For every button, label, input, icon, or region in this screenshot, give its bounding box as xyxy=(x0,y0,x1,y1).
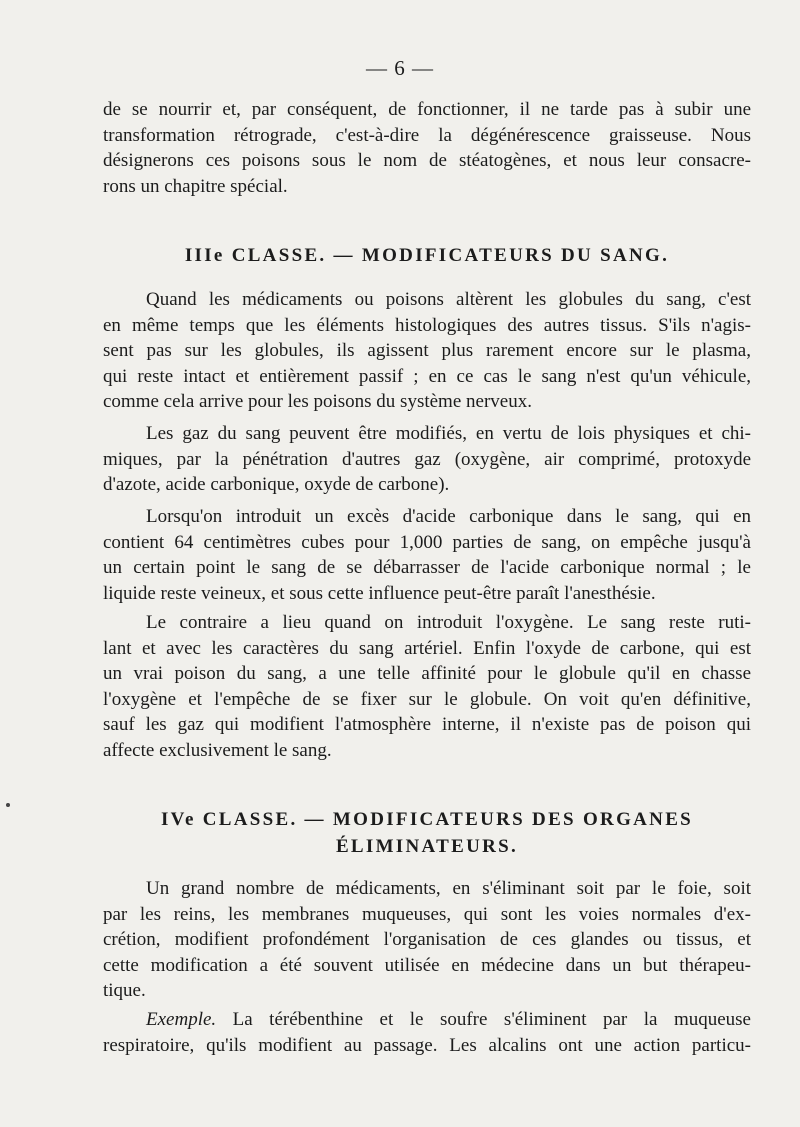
text-line: Quand les médicaments ou poisons altèrent les globules du sang, c'est xyxy=(146,289,751,310)
text-line: miques, par la pénétration d'autres gaz (oxygène, air comprimé, protoxyde xyxy=(103,448,751,470)
text-line xyxy=(103,1007,751,1033)
paragraph-6 xyxy=(103,876,751,1004)
text-line: cette modification a été souvent utilisée en médecine dans un but thérapeu- xyxy=(103,954,751,976)
text-line: affecte exclusivement le sang. xyxy=(103,739,332,761)
text-line: lant et avec les caractères du sang artériel. Enfin l'oxyde de carbone, qui est xyxy=(103,637,751,659)
margin-dot xyxy=(6,803,10,807)
paragraph-7 xyxy=(103,1007,751,1058)
text-line: par les reins, les membranes muqueuses, qui sont les voies normales d'ex- xyxy=(103,903,751,925)
text-line: transformation rétrograde, c'est-à-dire la dégénérescence graisseuse. Nous xyxy=(103,124,751,146)
text-line: sauf les gaz qui modifient l'atmosphère interne, il n'existe pas de poison qui xyxy=(103,714,751,736)
text-line: l'oxygène et l'empêche de se fixer sur le globule. On voit qu'en définitive, xyxy=(103,688,751,710)
section-heading-3: IIIe CLASSE. — MODIFICATEURS DU SANG. xyxy=(184,245,670,266)
text-line: comme cela arrive pour les poisons du système nerveux. xyxy=(103,391,532,413)
text-line: rons un chapitre spécial. xyxy=(103,175,288,197)
text-line: Le contraire a lieu quand on introduit l'oxygène. Le sang reste ruti- xyxy=(146,612,751,633)
heading-line: IVe CLASSE. — MODIFICATEURS DES ORGANES xyxy=(160,809,694,830)
paragraph-1 xyxy=(103,97,751,199)
text-segment: La térébenthine et le soufre s'éliminent par la muqueuse xyxy=(216,1009,751,1030)
paragraph-3 xyxy=(103,421,751,498)
text-line: un vrai poison du sang, a une telle affinité pour le globule qu'il en chasse xyxy=(103,663,751,685)
text-line: liquide reste veineux, et sous cette influence peut-être paraît l'anesthésie. xyxy=(103,582,656,604)
text-line: tique. xyxy=(103,980,146,1002)
heading-line: ÉLIMINATEURS. xyxy=(335,836,519,857)
section-heading-4 xyxy=(103,806,751,860)
example-label: Exemple. xyxy=(146,1009,217,1030)
paragraph-5 xyxy=(103,610,751,764)
text-line: sent pas sur les globules, ils agissent plus rarement encore sur le plasma, xyxy=(103,340,751,362)
text-line: d'azote, acide carbonique, oxyde de carbone). xyxy=(103,474,450,496)
text-line: un certain point le sang de se débarrasser de l'acide carbonique normal ; le xyxy=(103,557,751,579)
paragraph-2 xyxy=(103,287,751,415)
text-line: crétion, modifient profondément l'organisation de ces glandes ou tissus, et xyxy=(103,929,751,951)
text-line: de se nourrir et, par conséquent, de fonctionner, il ne tarde pas à subir une xyxy=(103,99,751,120)
text-line: désignerons ces poisons sous le nom de stéatogènes, et nous leur consacre- xyxy=(103,150,751,172)
text-line: contient 64 centimètres cubes pour 1,000 parties de sang, on empêche jusqu'à xyxy=(103,531,751,553)
text-line: Les gaz du sang peuvent être modifiés, en vertu de lois physiques et chi- xyxy=(146,423,751,444)
page-number: — 6 — xyxy=(366,56,434,80)
text-line: Un grand nombre de médicaments, en s'éliminant soit par le foie, soit xyxy=(146,878,751,899)
text-line: qui reste intact et entièrement passif ; en ce cas le sang n'est qu'un véhicule, xyxy=(103,365,751,387)
text-line: Lorsqu'on introduit un excès d'acide carbonique dans le sang, qui en xyxy=(146,506,751,527)
paragraph-4 xyxy=(103,504,751,606)
text-line: en même temps que les éléments histologiques des autres tissus. S'ils n'agis- xyxy=(103,314,751,336)
text-line: respiratoire, qu'ils modifient au passage. Les alcalins ont une action particu- xyxy=(103,1034,751,1056)
